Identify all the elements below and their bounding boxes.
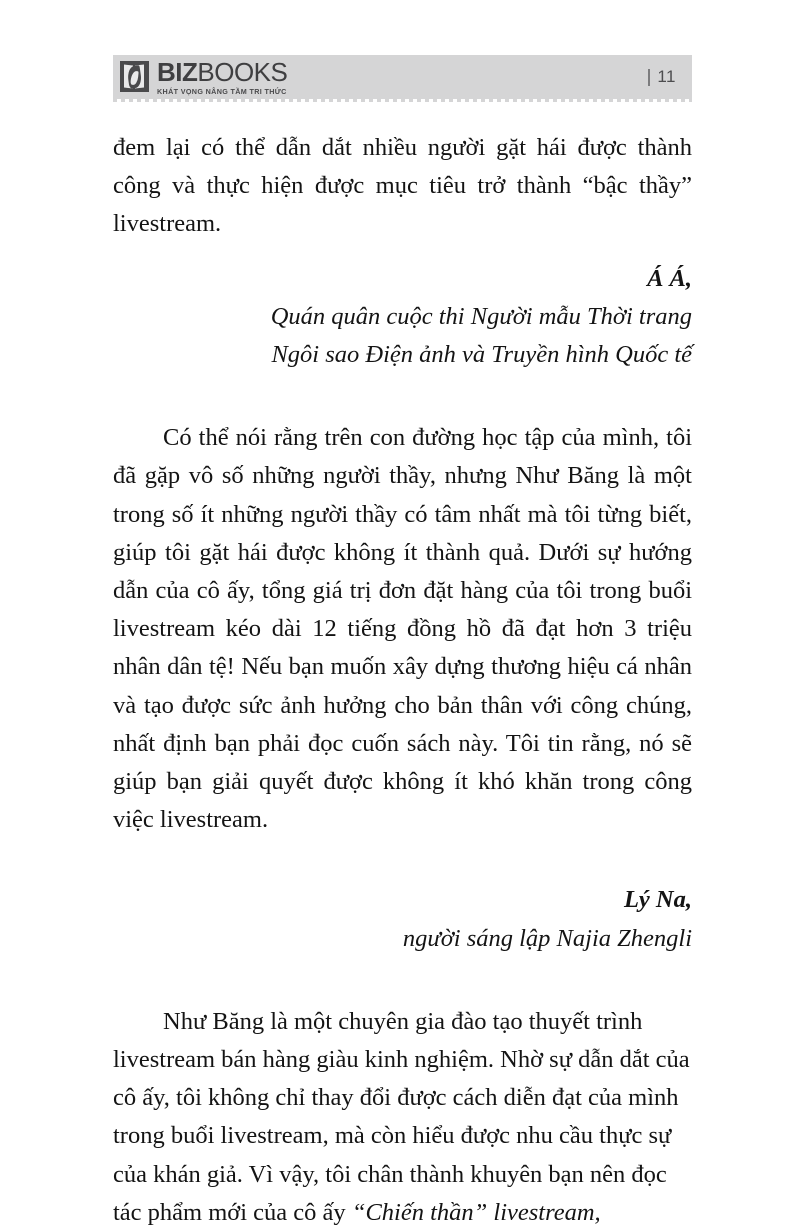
signature-name-2: Lý Na,: [623, 886, 692, 914]
paragraph-3-text: Như Băng là một chuyên gia đào tạo thuyết trình livestream bán hàng giàu kinh nghiệm. Nhờ sự dẫn dắt của cô ấy, tôi không chỉ thay đổi được cách diễn đạt của mình trong buổi livestream, mà còn hiểu được nhu cầu thực sự của khán giả. Vì vậy, tôi chân thành khuyên bạn nên đọc tác phẩm mới của cô ấy: [113, 1007, 690, 1226]
bizbooks-logo: [120, 56, 288, 96]
page-number: 11: [657, 67, 676, 86]
text-column: [113, 129, 692, 1232]
signature-role-1-line-2: Ngôi sao Điện ảnh và Truyền hình Quốc tế: [271, 341, 692, 369]
paragraph-2: Có thể nói rằng trên con đường học tập của mình, tôi đã gặp vô số những người thầy, nhưng Như Băng là một trong số ít những người thầy có tâm nhất mà tôi từng biết, giúp tôi gặt hái được không ít thành quả. Dưới sự hướng dẫn của cô ấy, tổng giá trị đơn đặt hàng của tôi trong buổi livestream kéo dài 12 tiếng đồng hồ đã đạt hơn 3 triệu nhân dân tệ! Nếu bạn muốn xây dựng thương hiệu cá nhân và tạo được sức ảnh hưởng cho bản thân với công chúng, nhất định bạn phải đọc cuốn sách này. Tôi tin rằng, nó sẽ giúp bạn giải quyết được không ít khó khăn trong công việc livestream.: [113, 424, 692, 834]
page-folio: [648, 67, 676, 87]
logo-wordmark: [157, 56, 288, 87]
paragraph-3-book-title: “Chiến thần” livestream,: [351, 1198, 601, 1226]
bizbooks-book-flame-logo-icon: [120, 61, 149, 92]
signature-block-2: [113, 881, 692, 957]
spacer: [113, 244, 692, 260]
running-header: [113, 55, 692, 99]
signature-role-2-line-1: người sáng lập Najia Zhengli: [402, 924, 692, 952]
logo-wordmark-biz: BIZ: [157, 56, 198, 87]
paragraph-3: [113, 1003, 692, 1232]
signature-role-1-line-1: Quán quân cuộc thi Người mẫu Thời trang: [270, 302, 692, 330]
spacer: [113, 839, 692, 881]
paragraph-continued: đem lại có thể dẫn dắt nhiều người gặt hái được thành công và thực hiện được mục tiêu trở thành “bậc thầy” livestream.: [113, 134, 692, 238]
signature-block-1: [113, 260, 692, 375]
logo-text-block: [157, 56, 288, 96]
logo-wordmark-books: BOOKS: [197, 56, 288, 87]
spacer: [113, 958, 692, 1003]
logo-tagline: KHÁT VỌNG NÂNG TẦM TRI THỨC: [157, 86, 287, 96]
spacer: [113, 374, 692, 419]
signature-name-1: Á Á,: [647, 264, 692, 292]
folio-rule-icon: [648, 69, 650, 86]
